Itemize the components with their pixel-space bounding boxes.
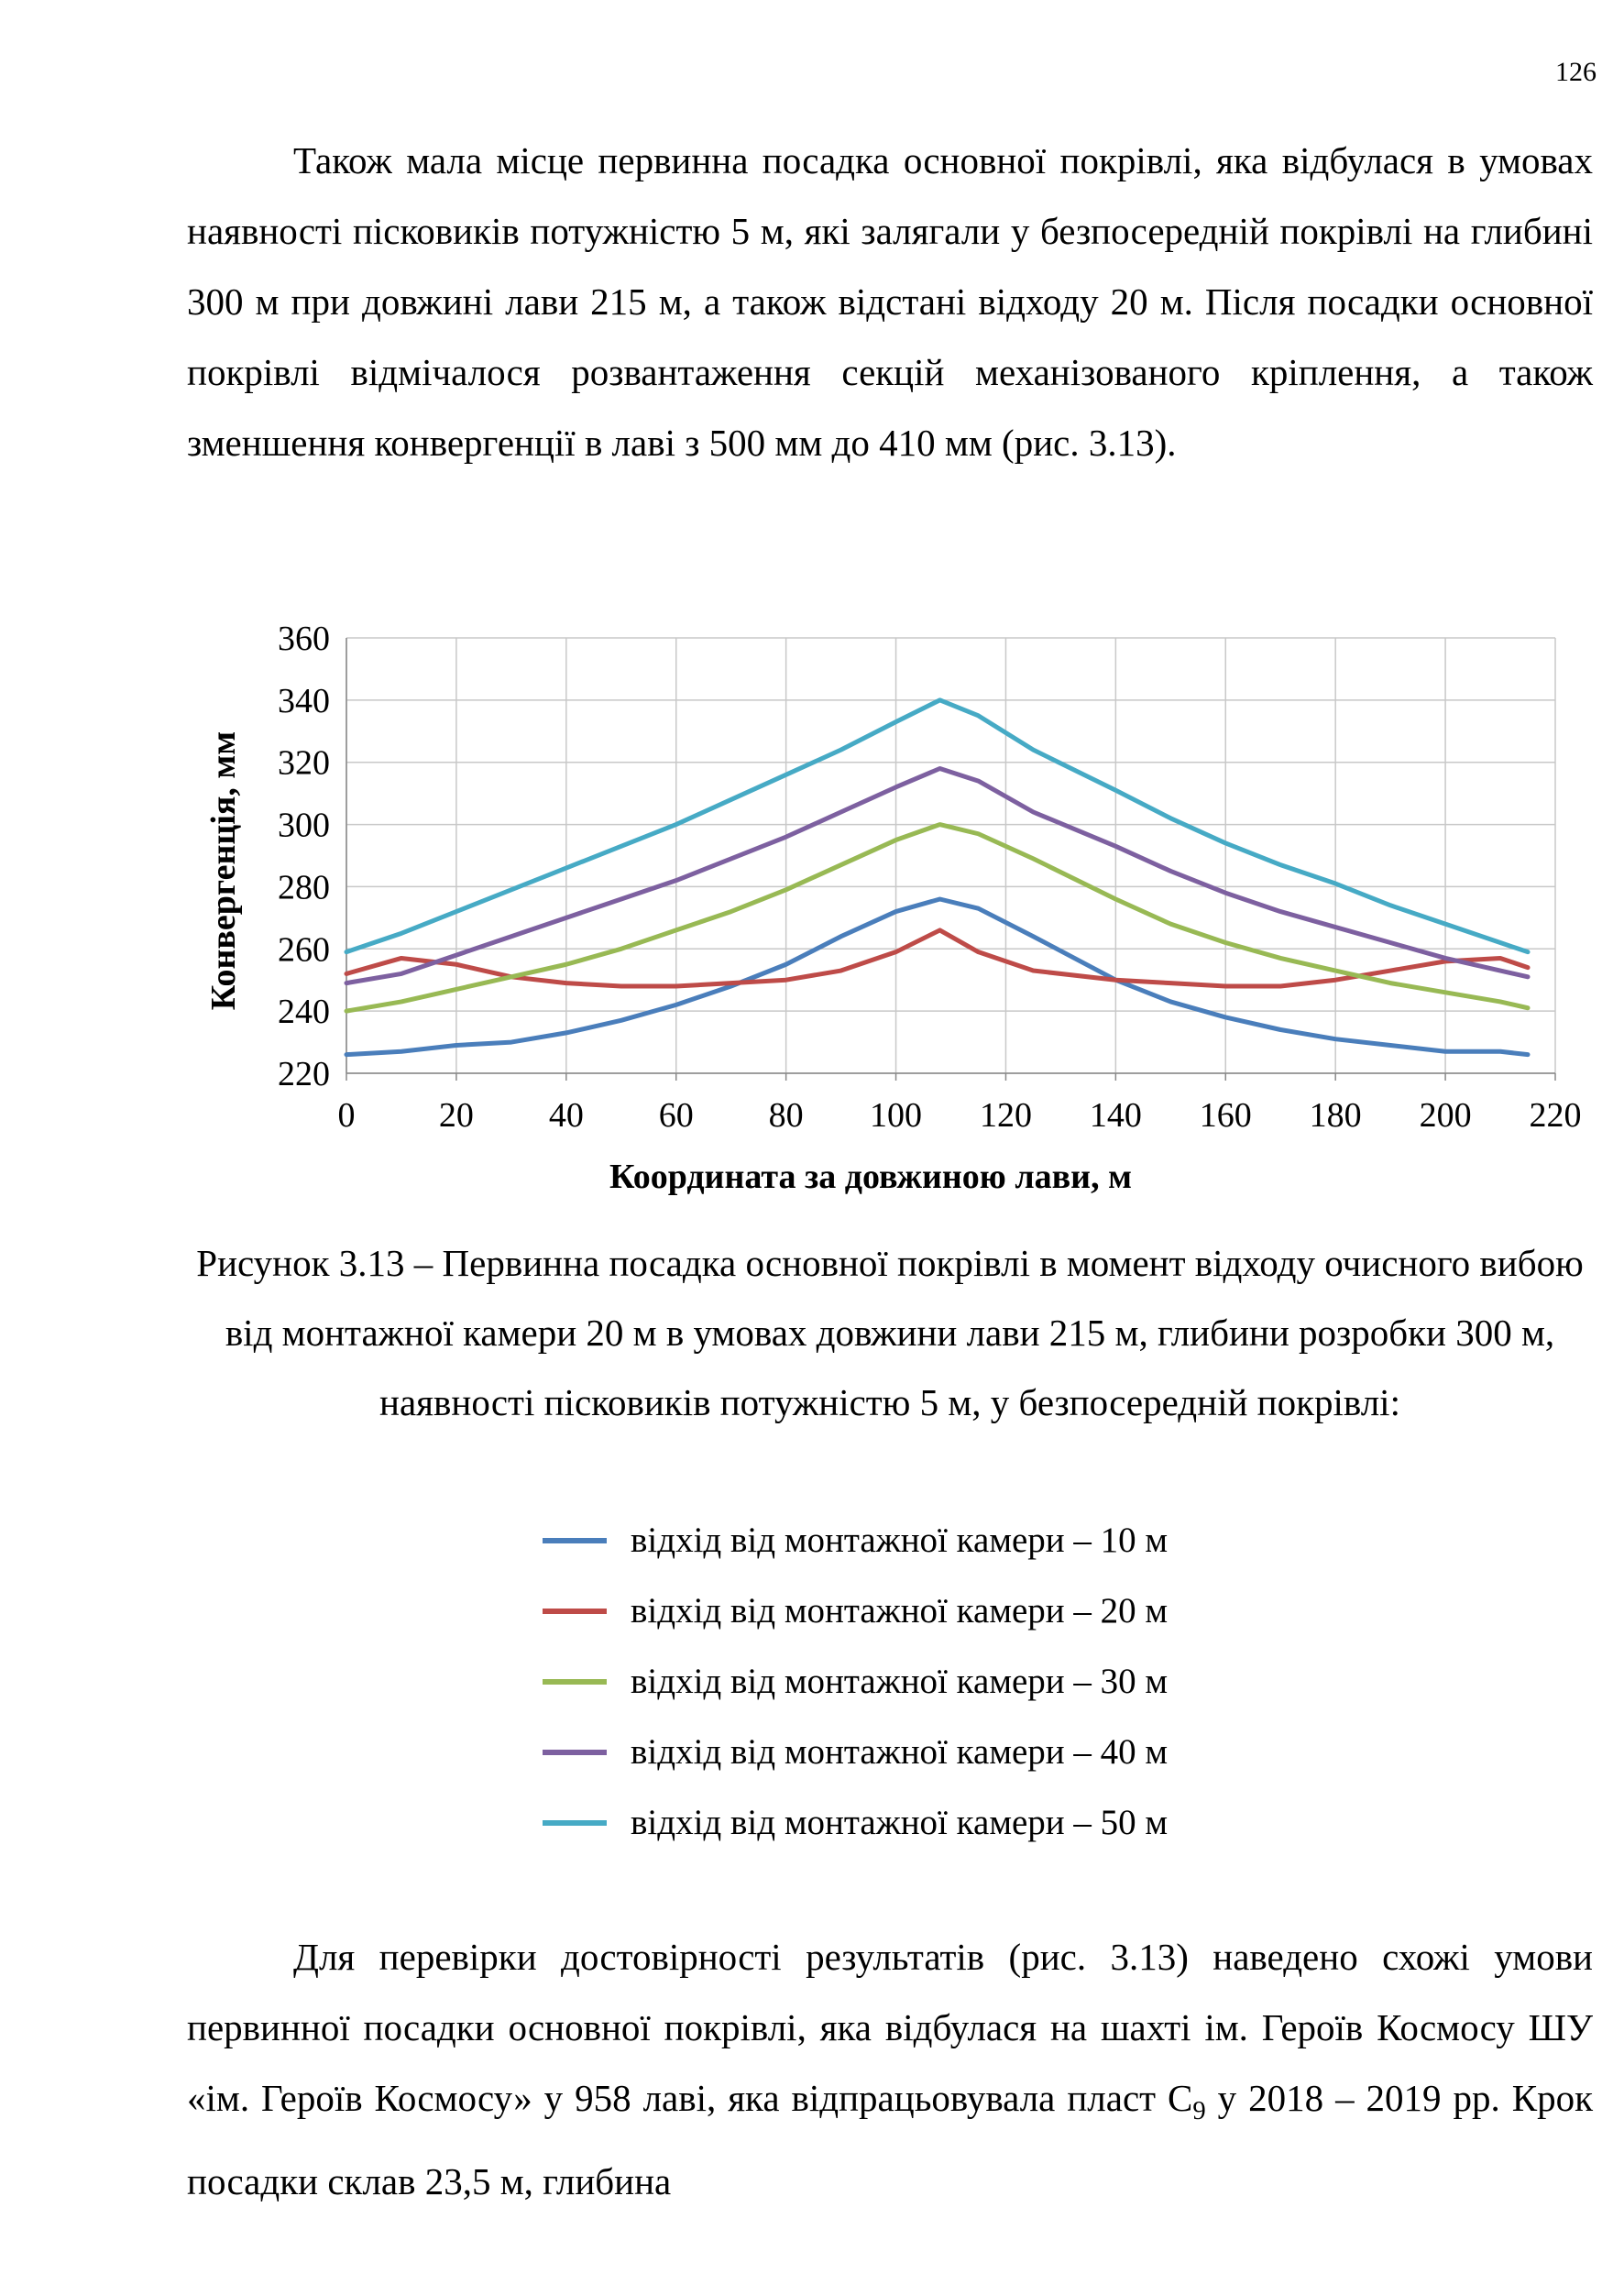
y-tick-label: 220: [278, 1055, 330, 1093]
legend-swatch-30m: [543, 1679, 607, 1685]
y-tick-label: 320: [278, 743, 330, 783]
legend-swatch-20m: [543, 1609, 607, 1614]
y-tick-label: 360: [278, 620, 330, 658]
series-line-2: [346, 930, 1528, 986]
convergence-line-chart: [183, 614, 1595, 1210]
body-paragraph-1: [187, 126, 1593, 478]
y-tick-label: 340: [278, 681, 330, 720]
x-tick-label: 100: [870, 1096, 923, 1135]
legend-label: відхід від монтажної камери – 30 м: [631, 1662, 1169, 1701]
paragraph-2-text-end: у 2018 – 2019 рр. Крок посадки склав 23,5 м, глибина: [187, 2077, 1593, 2203]
series-line-4: [346, 769, 1528, 983]
paragraph-2-text: Для перевірки достовірності результатів (рис. 3.13) наведено схожі умови первинної посадки основної покрівлі, яка відбулася на шахті ім. Героїв Космосу ШУ «ім. Героїв Космосу» у 958 лаві, яка відпрацьовувала пласт С: [187, 1936, 1593, 2119]
legend-label: відхід від монтажної камери – 10 м: [631, 1521, 1169, 1560]
x-tick-label: 160: [1199, 1096, 1252, 1135]
x-tick-label: 40: [548, 1096, 584, 1135]
x-tick-label: 180: [1309, 1096, 1362, 1135]
legend-swatch-40m: [543, 1750, 607, 1755]
legend-swatch-10m: [543, 1538, 607, 1543]
legend-item: [543, 1717, 1168, 1787]
x-tick-label: 80: [768, 1096, 804, 1135]
legend-item: [543, 1505, 1168, 1576]
x-tick-label: 60: [658, 1096, 694, 1135]
y-tick-label: 300: [278, 806, 330, 845]
chart-legend: [543, 1505, 1168, 1858]
chart-axes: [278, 620, 1582, 1135]
subscript-index: 9: [1192, 2096, 1206, 2126]
legend-item: [543, 1576, 1168, 1646]
legend-label: відхід від монтажної камери – 40 м: [631, 1732, 1169, 1772]
x-tick-label: 200: [1419, 1096, 1472, 1135]
legend-swatch-50m: [543, 1820, 607, 1826]
x-tick-label: 140: [1089, 1096, 1142, 1135]
x-tick-label: 0: [337, 1096, 356, 1135]
paragraph-1-text: Також мала місце первинна посадка основної покрівлі, яка відбулася в умовах наявності пісковиків потужністю 5 м, які залягали у безпосередній покрівлі на глибині 300 м при довжині лави 215 м, а також відстані відходу 20 м. Після посадки основної покрівлі відмічалося розвантаження секцій механізованого кріплення, а також зменшення конвергенції в лаві з 500 мм до 410 мм (рис. 3.13).: [187, 139, 1593, 464]
series-line-3: [346, 825, 1528, 1012]
body-paragraph-2: [187, 1922, 1593, 2217]
legend-label: відхід від монтажної камери – 50 м: [631, 1803, 1169, 1842]
page-number: 126: [1555, 57, 1597, 87]
chart-series: [346, 700, 1528, 1055]
legend-label: відхід від монтажної камери – 20 м: [631, 1591, 1169, 1631]
y-tick-label: 260: [278, 930, 330, 970]
figure-caption: Рисунок 3.13 – Первинна посадка основної покрівлі в момент відходу очисного вибою від монтажної камери 20 м в умовах довжини лави 215 м, глибини розробки 300 м, наявності пісковиків потужністю 5 м, у безпосередній покрівлі:: [196, 1242, 1584, 1423]
legend-item: [543, 1646, 1168, 1717]
x-axis-label: Координата за довжиною лави, м: [609, 1158, 1132, 1196]
x-tick-label: 120: [979, 1096, 1032, 1135]
legend-item: [543, 1787, 1168, 1858]
y-axis-label: Конвергенція, мм: [204, 730, 243, 1011]
x-tick-label: 20: [438, 1096, 474, 1135]
y-tick-label: 280: [278, 868, 330, 907]
x-tick-label: 220: [1529, 1096, 1582, 1135]
y-tick-label: 240: [278, 993, 330, 1032]
